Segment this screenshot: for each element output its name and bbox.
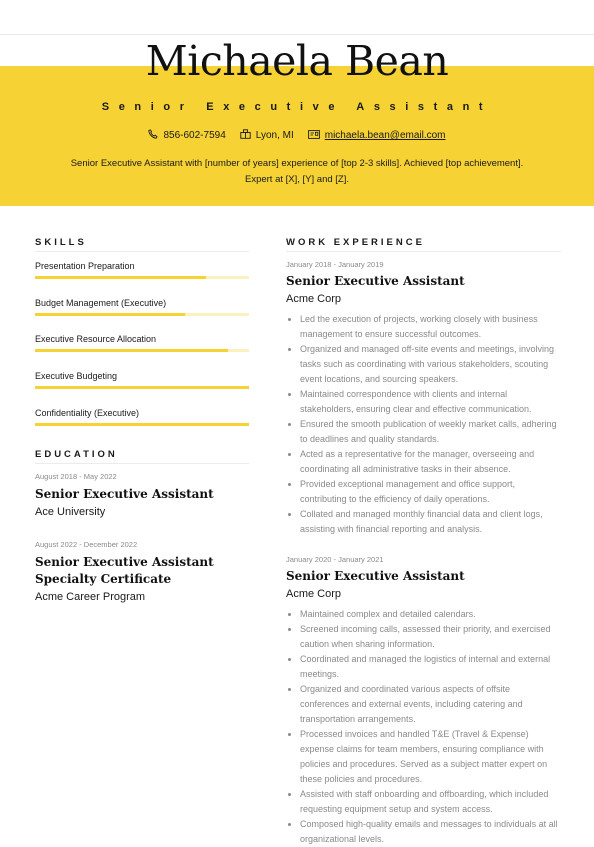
skill-item [35, 333, 249, 352]
skill-bar [35, 386, 249, 389]
job-company: Acme Corp [286, 293, 342, 305]
job-bullet: • Led the execution of projects, working closely with business management to ensure successful outcomes. [300, 312, 561, 342]
skill-bar-fill [35, 386, 249, 389]
skill-bar-fill [35, 423, 249, 426]
job-bullet: • Assisted with staff onboarding and offboarding, which included requesting equipment setup and system access. [300, 787, 561, 817]
contact-email [308, 130, 446, 142]
job-dates: January 2018 - January 2019 [286, 260, 384, 269]
skill-item [35, 260, 249, 279]
job-bullet: • Coordinated and managed the logistics of internal and external meetings. [300, 652, 561, 682]
candidate-title: Senior Executive Assistant [101, 101, 493, 113]
skill-name: Confidentiality (Executive) [35, 408, 140, 418]
contact-row [0, 129, 594, 142]
job-title: Senior Executive Assistant [286, 569, 465, 583]
job-bullet: • Maintained correspondence with clients and internal stakeholders, ensuring clear and effective communication. [300, 387, 561, 417]
skill-item [35, 370, 249, 389]
skill-name: Presentation Preparation [35, 261, 135, 271]
education-degree: Senior Executive Assistant Specialty Certificate [35, 555, 214, 586]
job-title: Senior Executive Assistant [286, 274, 465, 288]
job-bullet: • Organized and coordinated various aspects of offsite conferences and external events, including catering and transportation arrangements. [300, 682, 561, 727]
skill-item [35, 407, 249, 426]
skills-heading: SKILLS [35, 237, 87, 248]
top-divider [0, 34, 594, 35]
job-bullet: • Ensured the smooth publication of weekly market calls, adhering to deadlines and quality standards. [300, 417, 561, 447]
job-bullet: • Provided exceptional management and office support, contributing to the efficiency of daily operations. [300, 477, 561, 507]
experience-divider [286, 251, 561, 252]
experience-heading: WORK EXPERIENCE [286, 237, 425, 248]
skill-bar-fill [35, 349, 228, 352]
job-bullets [286, 312, 561, 537]
job-bullet: • Screened incoming calls, assessed their priority, and exercised caution when sharing information. [300, 622, 561, 652]
phone-icon [148, 129, 163, 142]
job-bullet: • Acted as a representative for the manager, overseeing and coordinating all administrative tasks in their absence. [300, 447, 561, 477]
skill-bar [35, 313, 249, 316]
skill-name: Executive Budgeting [35, 371, 118, 381]
education-dates: August 2022 - December 2022 [35, 540, 138, 549]
job-bullet: • Organized and managed off-site events and meetings, involving tasks such as coordinating with various stakeholders, scouting event locations, and sourcing speakers. [300, 342, 561, 387]
phone-number: 856-602-7594 [163, 130, 226, 141]
education-heading: EDUCATION [35, 449, 118, 460]
candidate-name: Michaela Bean [145, 37, 449, 85]
email-link[interactable]: michaela.bean@email.com [324, 130, 446, 141]
skills-divider [35, 251, 249, 252]
job-dates: January 2020 - January 2021 [286, 555, 384, 564]
email-icon [308, 130, 325, 142]
job-bullets [286, 607, 561, 847]
skill-bar-fill [35, 276, 206, 279]
skill-item [35, 297, 249, 316]
job-entry [286, 260, 561, 537]
education-entry [35, 472, 255, 519]
education-degree: Senior Executive Assistant [35, 487, 214, 501]
location-icon [240, 129, 256, 142]
education-entry [35, 540, 255, 604]
skill-name: Budget Management (Executive) [35, 298, 167, 308]
skill-bar-fill [35, 313, 185, 316]
education-school: Acme Career Program [35, 591, 146, 603]
contact-phone [148, 129, 225, 142]
job-entry [286, 555, 561, 847]
location-text: Lyon, MI [255, 130, 294, 141]
education-divider [35, 463, 249, 464]
skill-bar [35, 423, 249, 426]
skill-name: Executive Resource Allocation [35, 334, 157, 344]
job-bullet: • Processed invoices and handled T&E (Travel & Expense) expense claims for team members, ensuring compliance with policies and procedures. Served as a subject matter expert on these policies and procedures. [300, 727, 561, 787]
contact-location [240, 129, 294, 142]
job-bullet: • Collated and managed monthly financial data and client logs, assisting with financial reporting and analysis. [300, 507, 561, 537]
job-bullet: • Maintained complex and detailed calendars. [300, 607, 561, 622]
education-school: Ace University [35, 506, 106, 518]
summary-text: Senior Executive Assistant with [number of years] experience of [top 2-3 skills]. Achieved [top achievement]. Expert at [X], [Y] and [Z]. [70, 158, 524, 185]
education-dates: August 2018 - May 2022 [35, 472, 117, 481]
skill-bar [35, 349, 249, 352]
skill-bar [35, 276, 249, 279]
job-bullet: • Composed high-quality emails and messages to individuals at all organizational levels. [300, 817, 561, 847]
job-company: Acme Corp [286, 588, 342, 600]
